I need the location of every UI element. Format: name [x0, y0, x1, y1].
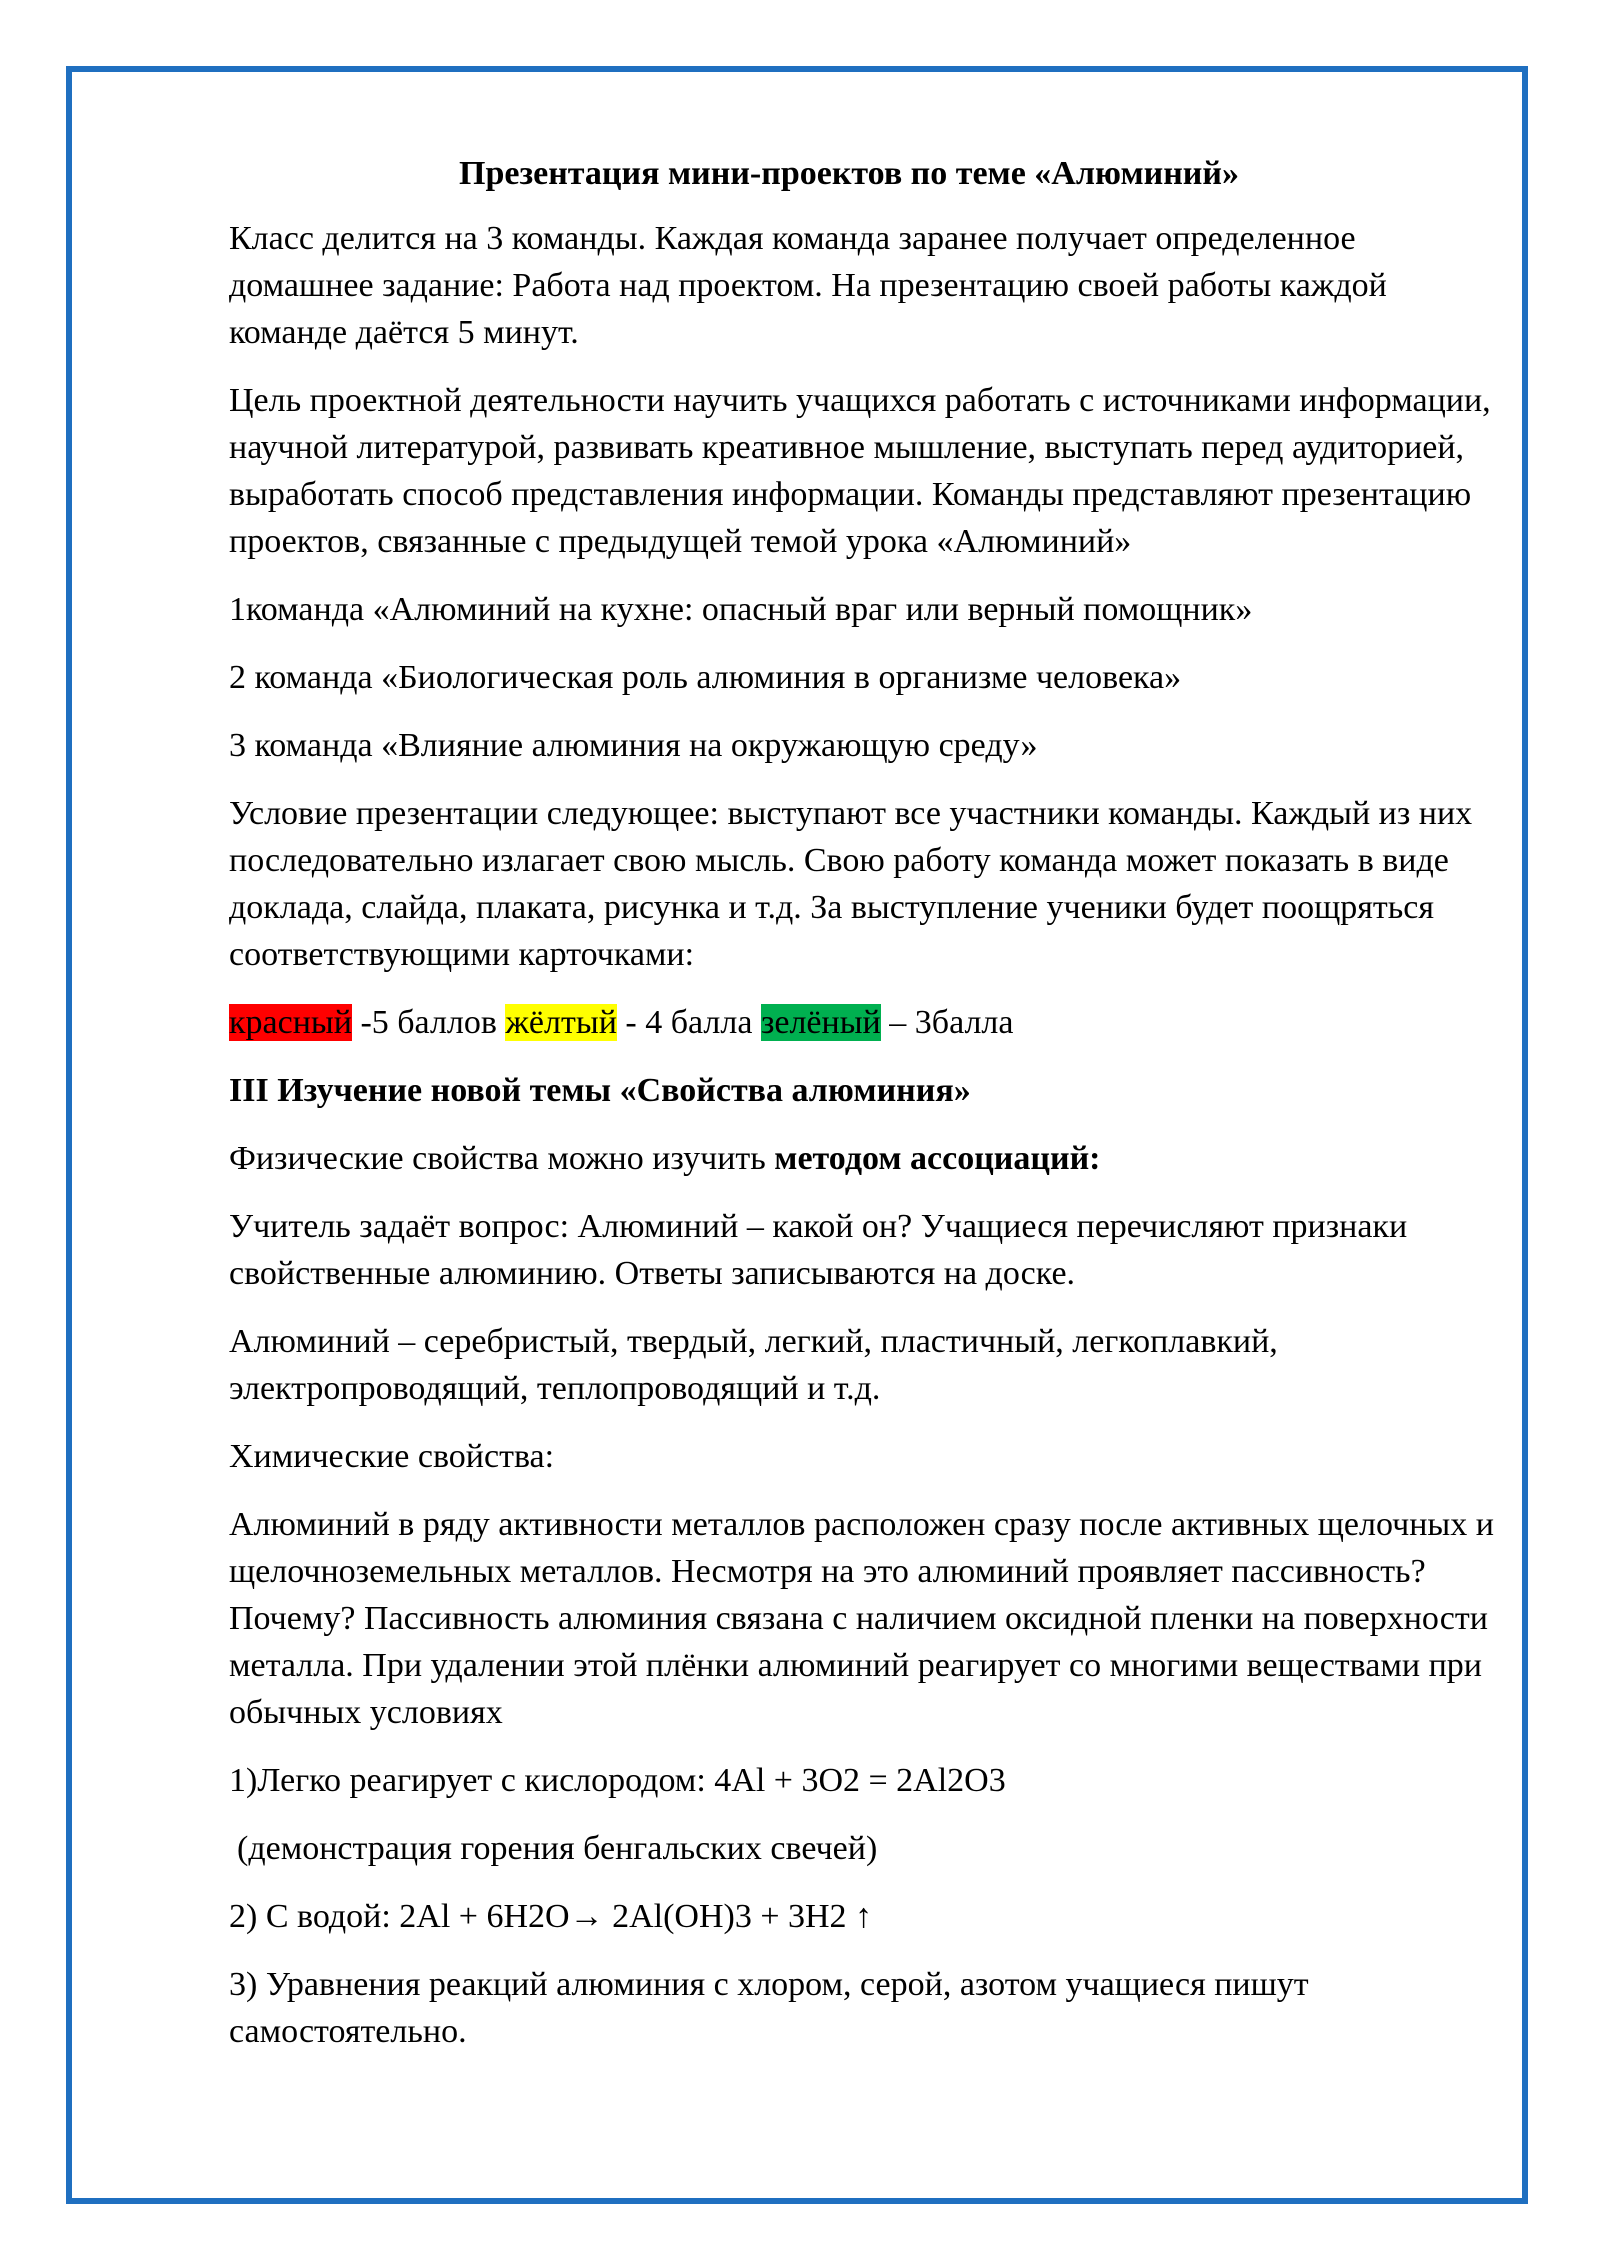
yellow-card-score: - 4 балла	[616, 1004, 761, 1041]
paragraph-chemical: Алюминий в ряду активности металлов расположен сразу после активных щелочных и щелочноземельных металлов. Несмотря на это алюминий проявляет пассивность? Почему? Пассивность алюминия связана с наличием оксидной пленки на поверхности металла. При удалении этой плёнки алюминий реагирует со многими веществами при обычных условиях	[229, 1506, 1494, 1731]
paragraph-properties: Алюминий – серебристый, твердый, легкий, пластичный, легкоплавкий, электропроводящий, теплопроводящий и т.д.	[229, 1323, 1278, 1407]
red-card-score: -5 баллов	[351, 1004, 506, 1041]
paragraph-condition: Условие презентации следующее: выступают все участники команды. Каждый из них последовательно излагает свою мысль. Свою работу команда может показать в виде доклада, слайда, плаката, рисунка и т.д. За выступление ученики будет поощряться соответствующими карточками:	[229, 795, 1473, 973]
physical-prefix: Физические свойства можно изучить	[229, 1140, 775, 1177]
document-title: Презентация мини-проектов по теме «Алюминий»	[459, 155, 1239, 192]
physical-method: методом ассоциаций:	[774, 1140, 1101, 1177]
paragraph-physical	[229, 1135, 1499, 1182]
team-3-topic: 3 команда «Влияние алюминия на окружающую среду»	[229, 727, 1038, 764]
reaction-oxygen-demo: (демонстрация горения бенгальских свечей)	[237, 1830, 878, 1867]
team-2-topic: 2 команда «Биологическая роль алюминия в организме человека»	[229, 659, 1182, 696]
team-1-topic: 1команда «Алюминий на кухне: опасный враг или верный помощник»	[229, 591, 1253, 628]
reaction-water: 2) С водой: 2Al + 6H2O→ 2Al(OH)3 + 3H2 ↑	[229, 1898, 873, 1935]
chemical-properties-heading: Химические свойства:	[229, 1438, 555, 1475]
reaction-oxygen: 1)Легко реагирует с кислородом: 4Al + 3O2 = 2Al2O3	[229, 1762, 1006, 1799]
document-body	[229, 150, 1499, 2076]
paragraph-teacher-question: Учитель задаёт вопрос: Алюминий – какой он? Учащиеся перечисляют признаки свойственные алюминию. Ответы записываются на доске.	[229, 1208, 1408, 1292]
paragraph-intro: Класс делится на 3 команды. Каждая команда заранее получает определенное домашнее задание: Работа над проектом. На презентацию своей работы каждой команде даётся 5 минут.	[229, 220, 1387, 351]
green-card-label: зелёный	[760, 1004, 881, 1041]
card-scores-line	[229, 999, 1499, 1046]
reaction-others: 3) Уравнения реакций алюминия с хлором, серой, азотом учащиеся пишут самостоятельно.	[229, 1966, 1309, 2050]
paragraph-goal: Цель проектной деятельности научить учащихся работать с источниками информации, научной литературой, развивать креативное мышление, выступать перед аудиторией, выработать способ представления информации. Команды представляют презентацию проектов, связанные с предыдущей темой урока «Алюминий»	[229, 382, 1491, 560]
yellow-card-label: жёлтый	[505, 1004, 617, 1041]
red-card-label: красный	[229, 1004, 352, 1041]
green-card-score: – 3балла	[880, 1004, 1014, 1041]
section-heading: III Изучение новой темы «Свойства алюминия»	[229, 1072, 971, 1109]
